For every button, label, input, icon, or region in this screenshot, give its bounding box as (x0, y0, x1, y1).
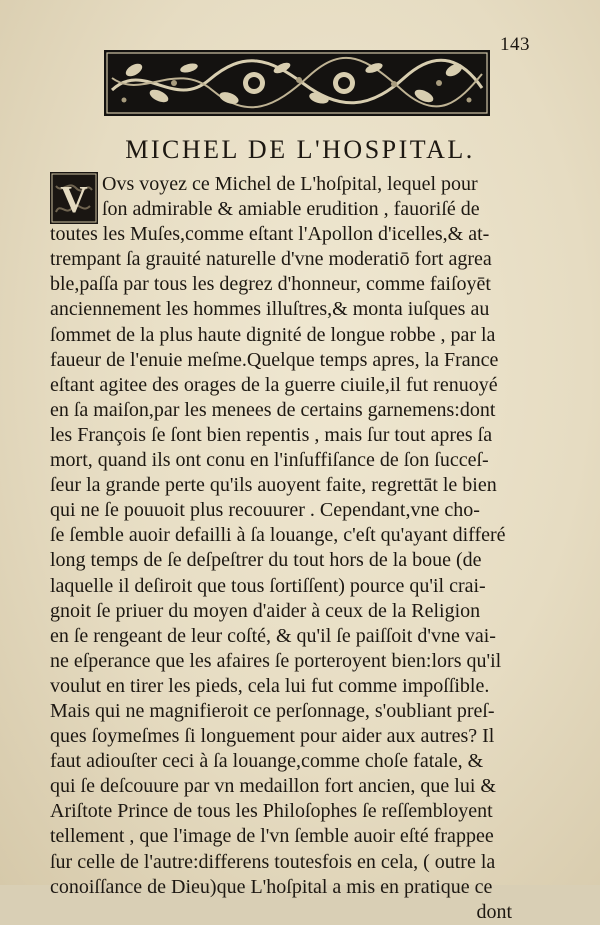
text-line: ſommet de la plus haute dignité de longue robbe , par la (50, 323, 496, 346)
text-line: long temps de ſe deſpeſtrer du tout hors de la boue (de (50, 549, 482, 572)
text-line: ne eſperance que les afaires ſe porteroyent bien:lors qu'il (50, 649, 502, 672)
text-line: mort, quand ils ont conu en l'inſuffiſance de ſon ſucceſ- (50, 449, 489, 472)
ornament-headpiece-icon (104, 50, 490, 116)
text-line: qui ſe deſcouure par vn medaillon fort ancien, que lui & (50, 775, 496, 798)
text-line: ſe ſemble auoir defailli à ſa louange, c'eſt qu'ayant differé (50, 524, 506, 547)
text-line: conoiſſance de Dieu)que L'hoſpital a mis en pratique ce (50, 875, 493, 898)
text-line: Ovs voyez ce Michel de L'hoſpital, lequel pour (102, 173, 478, 195)
text-line: faueur de l'enuie meſme.Quelque temps apres, la France (50, 348, 499, 371)
page-title: MICHEL DE L'HOSPITAL. (125, 135, 475, 164)
text-line: Ariſtote Prince de tous les Philoſophes ſe reſſembloyent (50, 800, 493, 823)
text-line: ble,paſſa par tous les degrez d'honneur, comme faiſoyēt (50, 273, 491, 296)
text-line: laquelle il deſiroit que tous ſortiſſent) pource qu'il crai- (50, 574, 486, 597)
text-line: ſeur la grande perte qu'ils auoyent faite, regrettāt le bien (50, 474, 497, 497)
initial-letter: V (60, 179, 88, 221)
text-line: gnoit ſe priuer du moyen d'aider à ceux de la Religion (50, 599, 481, 622)
text-line: les François ſe ſont bien repentis , mais ſur tout apres ſa (50, 423, 493, 446)
text-line: qui ne ſe pouuoit plus recouurer . Cependant,vne cho- (50, 499, 480, 522)
text-line: tellement , que l'image de l'vn ſemble auoir eſté frappee (50, 825, 494, 848)
text-line: faut adiouſter ceci à ſa louange,comme choſe fatale, & (50, 750, 484, 773)
catchword: dont (476, 900, 512, 923)
text-line: Mais qui ne magnifieroit ce perſonnage, s'oubliant preſ- (50, 699, 495, 722)
text-line: toutes les Muſes,comme eſtant l'Apollon d'icelles,& at- (50, 223, 490, 246)
text-line: voulut en tirer les pieds, cela lui fut comme impoſſible. (50, 674, 490, 697)
text-line: ſon admirable & amiable erudition , fauoriſé de (102, 198, 480, 221)
text-line: ſur celle de l'autre:differens toutesfois en cela, ( outre la (50, 850, 496, 873)
text-line: trempant ſa grauité naturelle d'vne moderatiō fort agrea (50, 248, 492, 271)
text-line: en ſe rengeant de leur coſté, & qu'il ſe paiſſoit d'vne vai- (50, 624, 496, 647)
text-line: eſtant agitee des orages de la guerre ciuile,il fut renuoyé (50, 373, 498, 396)
body-text (50, 172, 518, 925)
text-line: en ſa maiſon,par les menees de certains garnemens:dont (50, 398, 496, 421)
text-line: anciennement les hommes illuſtres,& monta iuſques au (50, 298, 490, 321)
text-line: ques ſoymeſmes ſi longuement pour aider aux autres? Il (50, 725, 495, 748)
page-number: 143 (500, 34, 530, 55)
